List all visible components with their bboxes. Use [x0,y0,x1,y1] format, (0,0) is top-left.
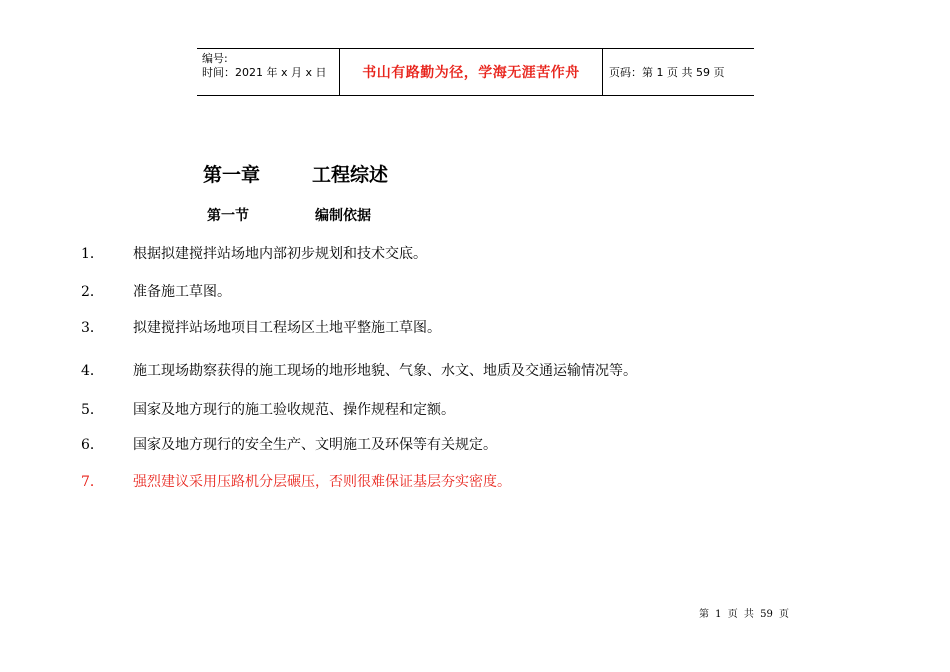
section-title: 编制依据 [315,208,371,224]
section-number: 第一节 [207,208,249,224]
list-item-number: 5． [81,402,104,418]
list-item-text: 准备施工草图。 [133,284,231,300]
chapter-number: 第一章 [203,164,261,186]
list-item [81,317,441,337]
list-item-number: 1． [81,246,104,262]
list-item-number: 3． [81,320,104,336]
list-item-text: 拟建搅拌站场地项目工程场区土地平整施工草图。 [133,320,441,336]
list-item [81,360,637,380]
list-item-text: 根据拟建搅拌站场地内部初步规划和技术交底。 [133,246,427,262]
list-item-text: 强烈建议采用压路机分层碾压，否则很难保证基层夯实密度。 [133,474,511,490]
list-item-number: 2． [81,284,104,300]
list-item [81,434,497,454]
time-label: 时间：2021 年 x 月 x 日 [202,66,327,79]
list-item-number: 6． [81,437,104,453]
list-item [81,471,511,491]
motto: 书山有路勤为径，学海无涯苦作舟 [339,49,603,95]
list-item [81,281,231,301]
chapter-heading [203,160,388,187]
list-item-text: 国家及地方现行的安全生产、文明施工及环保等有关规定。 [133,437,497,453]
page-footer: 第 1 页 共 59 页 [699,609,789,620]
list-item-number: 7． [81,474,104,490]
page-header [197,48,754,96]
header-left-cell [197,49,339,95]
list-item-text: 国家及地方现行的施工验收规范、操作规程和定额。 [133,402,455,418]
list-item [81,399,455,419]
section-heading [207,205,371,225]
page-info: 页码：第 1 页 共 59 页 [609,66,725,79]
number-label: 编号: [202,52,228,65]
list-item [81,243,427,263]
list-item-number: 4． [81,363,104,379]
chapter-title: 工程综述 [312,164,389,186]
list-item-text: 施工现场勘察获得的施工现场的地形地貌、气象、水文、地质及交通运输情况等。 [133,363,637,379]
